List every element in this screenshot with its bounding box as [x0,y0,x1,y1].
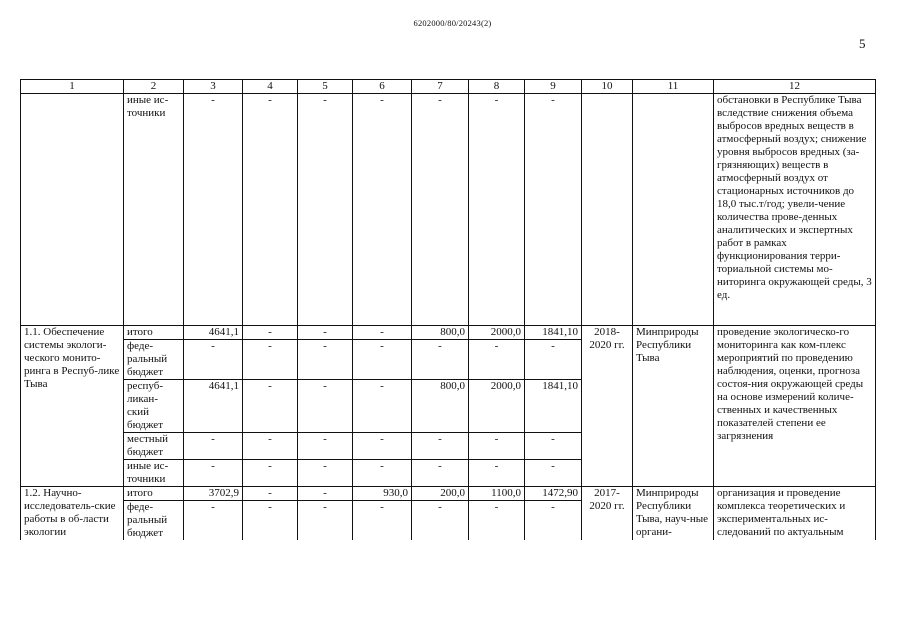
value-cell: - [353,433,412,460]
value-cell: - [243,487,298,501]
source-label: итого [124,487,184,501]
value-cell: - [184,501,243,541]
value-cell: - [298,487,353,501]
value-cell: - [469,501,525,541]
value-cell: - [243,501,298,541]
result-text: проведение экологическо-го мониторинга как ком-плекс мероприятий по проведению наблюдения, оценки, прогноза состоя-ния окружающей среды на основе измерений количе-ственных и качественных показателей степени ее загрязнения [714,326,876,487]
period-cell: 2018- 2020 гг. [582,326,633,487]
program-table [20,79,876,540]
value-cell: - [525,94,582,326]
activity-name: 1.1. Обеспечение системы экологи-ческого монито-ринга в Респуб-лике Тыва [21,326,124,487]
value-cell: - [412,94,469,326]
value-cell: - [469,460,525,487]
source-label: феде- ральный бюджет [124,501,184,541]
value-cell: 1472,90 [525,487,582,501]
value-cell: 4641,1 [184,326,243,340]
value-cell: - [525,501,582,541]
value-cell: 3702,9 [184,487,243,501]
value-cell: 2000,0 [469,380,525,433]
value-cell: - [353,460,412,487]
value-cell: - [184,340,243,380]
source-label: местный бюджет [124,433,184,460]
table-row [21,94,876,326]
value-cell: - [184,460,243,487]
value-cell: - [412,501,469,541]
header-cell: 7 [412,80,469,94]
table-row [21,487,876,501]
value-cell: - [298,326,353,340]
value-cell: - [353,94,412,326]
cell [21,94,124,326]
activity-name: 1.2. Научно-исследователь-ские работы в об-ласти экологии [21,487,124,541]
header-cell: 10 [582,80,633,94]
source-label: иные ис- точники [124,460,184,487]
value-cell: - [525,460,582,487]
value-cell: - [353,340,412,380]
value-cell: - [469,433,525,460]
value-cell: 1841,10 [525,326,582,340]
header-cell: 12 [714,80,876,94]
result-text: организация и проведение комплекса теоретических и экспериментальных ис-следований по актуальным [714,487,876,541]
value-cell: - [243,326,298,340]
value-cell: 800,0 [412,380,469,433]
header-cell: 1 [21,80,124,94]
value-cell: - [184,94,243,326]
table-header-row [21,80,876,94]
value-cell: 2000,0 [469,326,525,340]
value-cell: - [412,433,469,460]
header-cell: 3 [184,80,243,94]
value-cell: - [353,501,412,541]
value-cell: - [525,340,582,380]
value-cell: - [243,460,298,487]
table-row [21,326,876,340]
value-cell: - [243,380,298,433]
result-text: обстановки в Республике Тыва вследствие снижения объема выбросов вредных веществ в атмосферный воздух; снижение уровня выбросов вредных (за-грязняющих) веществ в атмосферный воздух от стационарных источников до 18,0 тыс.т/год; увели-чение количества прове-денных аналитических и экспертных работ в рамках функционирования терри-ториальной системы мо-ниторинга окружающей среды, 3 ед. [714,94,876,326]
period-cell: 2017- 2020 гг. [582,487,633,541]
value-cell: 200,0 [412,487,469,501]
value-cell: 800,0 [412,326,469,340]
source-label: итого [124,326,184,340]
header-cell: 4 [243,80,298,94]
header-cell: 8 [469,80,525,94]
value-cell: - [353,326,412,340]
header-cell: 2 [124,80,184,94]
source-label: респуб- ликан- ский бюджет [124,380,184,433]
document-id: 6202000/80/20243(2) [413,18,492,28]
value-cell: 1841,10 [525,380,582,433]
value-cell: - [298,433,353,460]
value-cell: - [353,380,412,433]
value-cell: - [298,340,353,380]
value-cell: - [469,94,525,326]
value-cell: - [298,380,353,433]
responsible-cell: Минприроды Республики Тыва, науч-ные органи- [633,487,714,541]
value-cell: - [243,94,298,326]
value-cell: - [469,340,525,380]
value-cell: - [298,501,353,541]
value-cell: - [184,433,243,460]
value-cell: 930,0 [353,487,412,501]
value-cell: - [412,340,469,380]
source-label: феде- ральный бюджет [124,340,184,380]
responsible-cell: Минприроды Республики Тыва [633,326,714,487]
header-cell: 5 [298,80,353,94]
value-cell: - [298,460,353,487]
header-cell: 6 [353,80,412,94]
value-cell: - [298,94,353,326]
header-cell: 9 [525,80,582,94]
cell [633,94,714,326]
source-label: иные ис- точники [124,94,184,326]
value-cell: 4641,1 [184,380,243,433]
value-cell: - [412,460,469,487]
value-cell: - [243,340,298,380]
cell [582,94,633,326]
page-number: 5 [859,36,866,51]
header-cell: 11 [633,80,714,94]
value-cell: - [243,433,298,460]
value-cell: 1100,0 [469,487,525,501]
value-cell: - [525,433,582,460]
